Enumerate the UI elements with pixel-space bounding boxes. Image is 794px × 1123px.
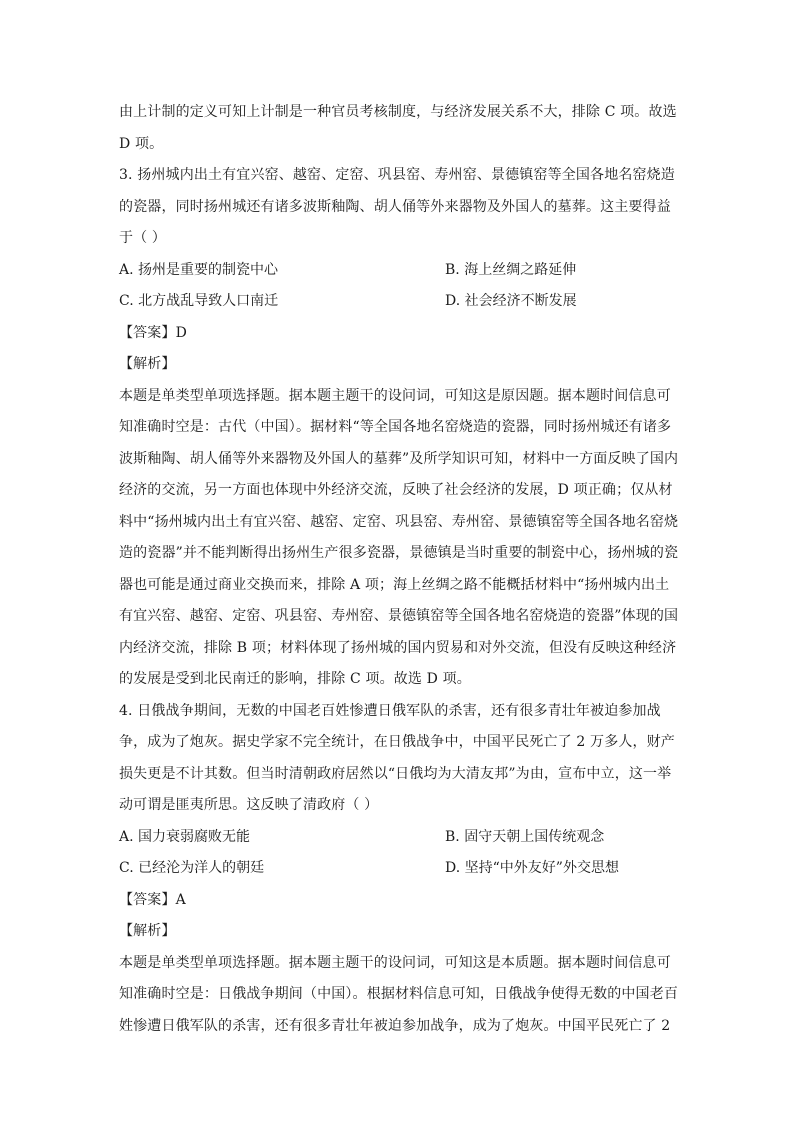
q3-analysis-line-4: 经济的交流，另一方面也体现中外经济交流，反映了社会经济的发展，D 项正确；仅从材 [119,482,673,498]
q3-analysis-line-6: 造的瓷器”并不能判断得出扬州生产很多瓷器，景德镇是当时重要的制瓷中心，扬州城的瓷 [119,545,679,561]
q4-option-b: B. 固守天朝上国传统观念 [445,828,605,845]
q3-options-row-1 [119,255,675,287]
intro-line-1: 由上计制的定义可知上计制是一种官员考核制度，与经济发展关系不大，排除 C 项。故选 [119,104,677,120]
q3-option-b: B. 海上丝绸之路延伸 [445,261,577,278]
q3-stem-line-2: 的瓷器，同时扬州城还有诸多波斯釉陶、胡人俑等外来器物及外国人的墓葬。这主要得益 [119,198,671,215]
q3-stem-line-1: 3. 扬州城内出土有宜兴窑、越窑、定窑、巩县窑、寿州窑、景德镇窑等全国各地名窑烧造 [119,167,675,183]
q3-answer: 【答案】D [119,324,187,341]
q3-analysis-line-9: 内经济交流，排除 B 项；材料体现了扬州城的国内贸易和对外交流，但没有反映这种经济 [119,639,677,656]
q3-option-c: C. 北方战乱导致人口南迁 [119,293,279,309]
q4-option-d: D. 坚持“中外友好”外交思想 [445,860,619,876]
q3-analysis-line-8: 有宜兴窑、越窑、定窑、巩县窑、寿州窑、景德镇窑等全国各地名窑烧造的瓷器”体现的国 [119,608,679,624]
q4-stem-line-2: 争，成为了炮灰。据史学家不完全统计，在日俄战争中，中国平民死亡了 2 万多人，财产 [119,734,675,750]
q4-stem-line-4: 动可谓是匪夷所思。这反映了清政府（ ） [119,797,379,813]
q4-analysis-line-2: 知准确时空是：日俄战争期间（中国）。根据材料信息可知，日俄战争使得无数的中国老百 [119,986,678,1002]
q4-options-row-2 [119,853,675,885]
document-page [119,97,679,1042]
q3-analysis-line-5: 料中“扬州城内出土有宜兴窑、越窑、定窑、巩县窑、寿州窑、景德镇窑等全国各地名窑烧 [119,513,679,530]
q3-analysis-title: 【解析】 [119,356,176,372]
question-3 [119,160,679,696]
q4-stem-line-1: 4. 日俄战争期间，无数的中国老百姓惨遭日俄军队的杀害，还有很多青壮年被迫参加战 [119,702,661,719]
q4-option-a: A. 国力衰弱腐败无能 [119,828,251,845]
q3-analysis-line-2: 知准确时空是：古代（中国）。据材料“等全国各地名窑烧造的瓷器，同时扬州城还有诸多 [119,419,672,435]
q3-analysis-line-10: 的发展是受到北民南迁的影响，排除 C 项。故选 D 项。 [119,671,471,687]
q3-analysis-line-7: 器也可能是通过商业交换而来，排除 A 项；海上丝绸之路不能概括材料中“扬州城内出土 [119,576,670,593]
q3-option-d: D. 社会经济不断发展 [445,293,577,309]
q3-analysis-line-3: 波斯釉陶、胡人俑等外来器物及外国人的墓葬”及所学知识可知，材料中一方面反映了国内 [119,450,679,467]
intro-line-2: D 项。 [119,135,164,152]
q4-options-row-1 [119,822,675,854]
q4-analysis-line-3: 姓惨遭日俄军队的杀害，还有很多青壮年被迫参加战争，成为了炮灰。中国平民死亡了 2 [119,1017,671,1034]
q3-options-row-2 [119,286,675,318]
q4-answer: 【答案】A [119,891,186,908]
q3-stem-line-3: 于（ ） [119,230,167,246]
q4-option-c: C. 已经沦为洋人的朝廷 [119,860,265,876]
q4-stem-line-3: 损失更是不计其数。但当时清朝政府居然以“日俄均为大清友邦”为由，宣布中立，这一举 [119,765,672,782]
question-4 [119,696,678,1043]
q4-analysis-line-1: 本题是单类型单项选择题。据本题主题干的设问词，可知这是本质题。据本题时间信息可 [119,954,671,971]
q3-analysis-line-1: 本题是单类型单项选择题。据本题主题干的设问词，可知这是原因题。据本题时间信息可 [119,387,671,404]
q3-option-a: A. 扬州是重要的制瓷中心 [119,261,279,278]
q4-analysis-title: 【解析】 [119,923,176,939]
